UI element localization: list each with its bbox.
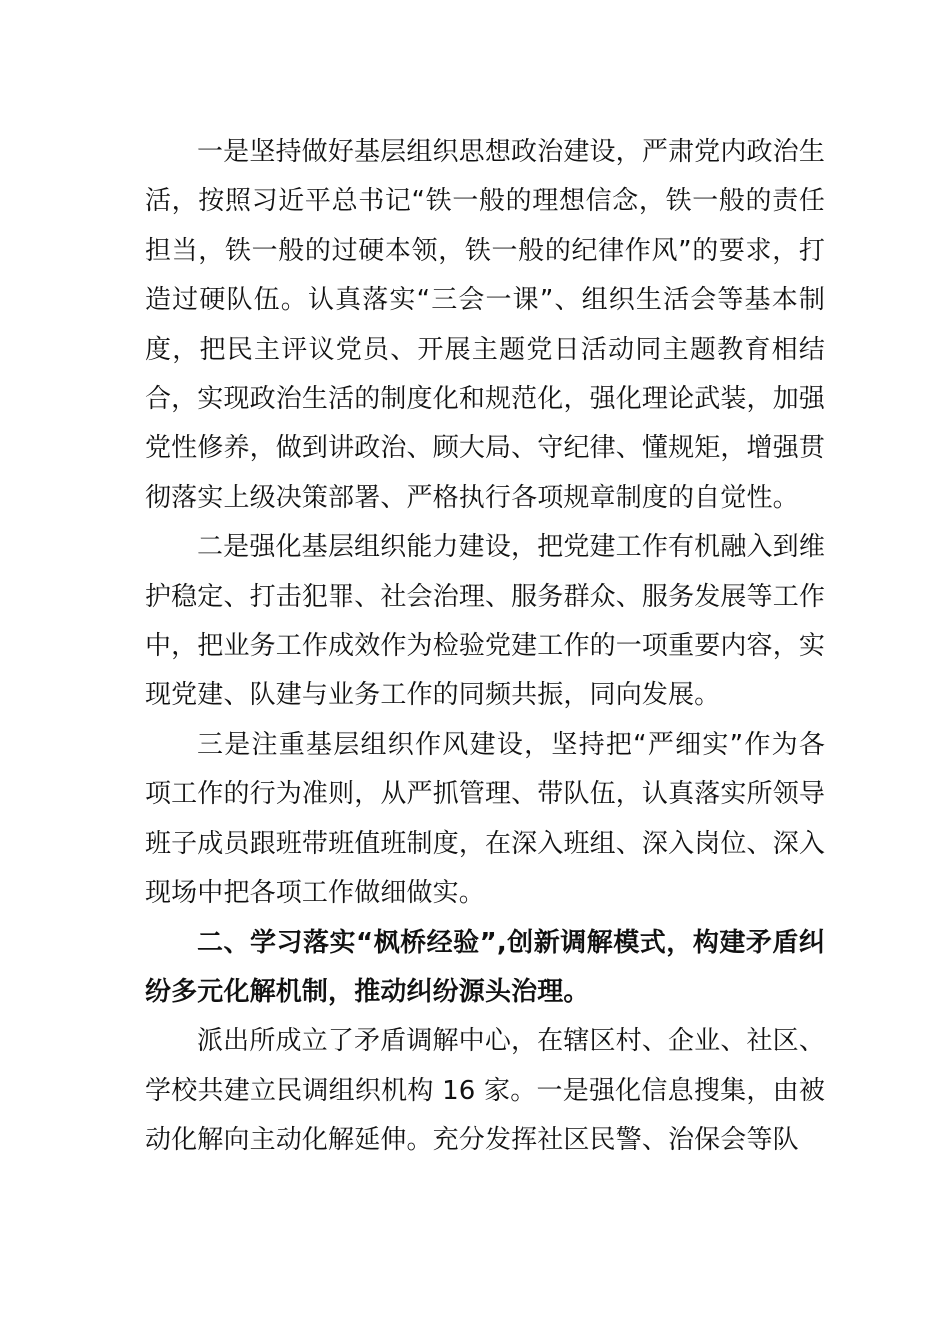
paragraph-political-building: 一是坚持做好基层组织思想政治建设，严肃党内政治生活，按照习近平总书记“铁一般的理想信念，铁一般的责任担当，铁一般的过硬本领，铁一般的纪律作风”的要求，打造过硬队伍。认真落实“三会一课”、组织生活会等基本制度，把民主评议党员、开展主题党日活动同主题教育相结合，实现政治生活的制度化和规范化，强化理论武装，加强党性修养，做到讲政治、顾大局、守纪律、懂规矩，增强贯彻落实上级决策部署、严格执行各项规章制度的自觉性。 bbox=[145, 137, 825, 513]
paragraph-style-building: 三是注重基层组织作风建设，坚持把“严细实”作为各项工作的行为准则，从严抓管理、带队伍，认真落实所领导班子成员跟班带班值班制度，在深入班组、深入岗位、深入现场中把各项工作做细做实。 bbox=[145, 729, 825, 909]
paragraph-capacity-building: 二是强化基层组织能力建设，把党建工作有机融入到维护稳定、打击犯罪、社会治理、服务群众、服务发展等工作中，把业务工作成效作为检验党建工作的一项重要内容，实现党建、队建与业务工作的同频共振，同向发展。 bbox=[145, 532, 825, 711]
paragraph-mediation-center: 派出所成立了矛盾调解中心，在辖区村、企业、社区、学校共建立民调组织机构 16 家。一是强化信息搜集，由被动化解向主动化解延伸。充分发挥社区民警、治保会等队 bbox=[145, 1026, 825, 1156]
document-body bbox=[145, 128, 825, 1166]
section-heading-fengqiao: 二、学习落实“枫桥经验”,创新调解模式，构建矛盾纠纷多元化解机制，推动纠纷源头治理。 bbox=[145, 927, 825, 1007]
